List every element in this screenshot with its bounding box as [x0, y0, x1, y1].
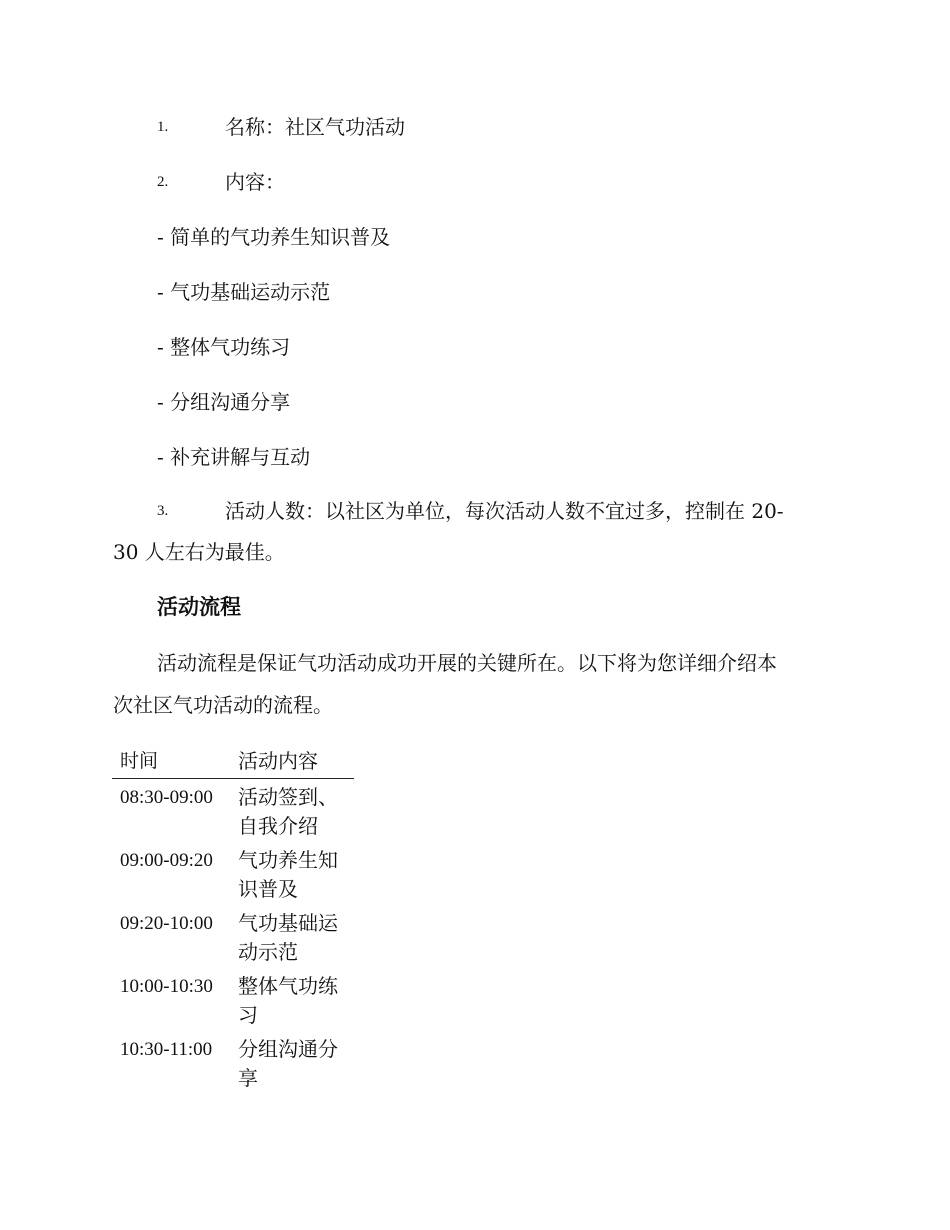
column-header-time: 时间 — [112, 745, 238, 779]
list-text: 活动人数：以社区为单位，每次活动人数不宜过多，控制在 20- — [225, 499, 784, 523]
table-header-row — [112, 745, 354, 779]
table-row — [112, 841, 354, 904]
content-list-item: - 气功基础运动示范 — [157, 280, 331, 304]
time-cell: 09:00-09:20 — [120, 850, 213, 871]
list-text: 内容： — [225, 170, 285, 194]
schedule-table — [112, 745, 354, 1093]
content-list-item: - 分组沟通分享 — [157, 390, 291, 414]
time-cell: 10:00-10:30 — [120, 976, 213, 997]
activity-cell: 活动签到、自我介绍 — [238, 785, 338, 838]
content-list-item: - 补充讲解与互动 — [157, 445, 311, 469]
content-list-item: - 整体气功练习 — [157, 335, 291, 359]
activity-cell: 整体气功练习 — [238, 974, 338, 1027]
time-cell: 10:30-11:00 — [120, 1039, 213, 1060]
section-paragraph-line: 次社区气功活动的流程。 — [113, 693, 333, 717]
time-cell: 09:20-10:00 — [120, 913, 213, 934]
table-row — [112, 967, 354, 1030]
participants-text-continued: 30 人左右为最佳。 — [113, 540, 285, 564]
section-paragraph-line: 活动流程是保证气功活动成功开展的关键所在。以下将为您详细介绍本 — [157, 651, 777, 675]
table-row — [112, 779, 354, 842]
table-row — [112, 904, 354, 967]
column-header-activity: 活动内容 — [238, 745, 354, 779]
activity-cell: 分组沟通分享 — [238, 1037, 338, 1090]
list-text: 名称：社区气功活动 — [225, 115, 405, 139]
section-heading: 活动流程 — [157, 594, 241, 619]
content-list-item: - 简单的气功养生知识普及 — [157, 225, 391, 249]
activity-cell: 气功基础运动示范 — [238, 911, 338, 964]
time-cell: 08:30-09:00 — [120, 787, 213, 808]
list-number: 3. — [157, 503, 169, 519]
list-number: 2. — [157, 174, 169, 190]
list-number: 1. — [157, 119, 169, 135]
table-row — [112, 1030, 354, 1093]
activity-cell: 气功养生知识普及 — [238, 848, 338, 901]
